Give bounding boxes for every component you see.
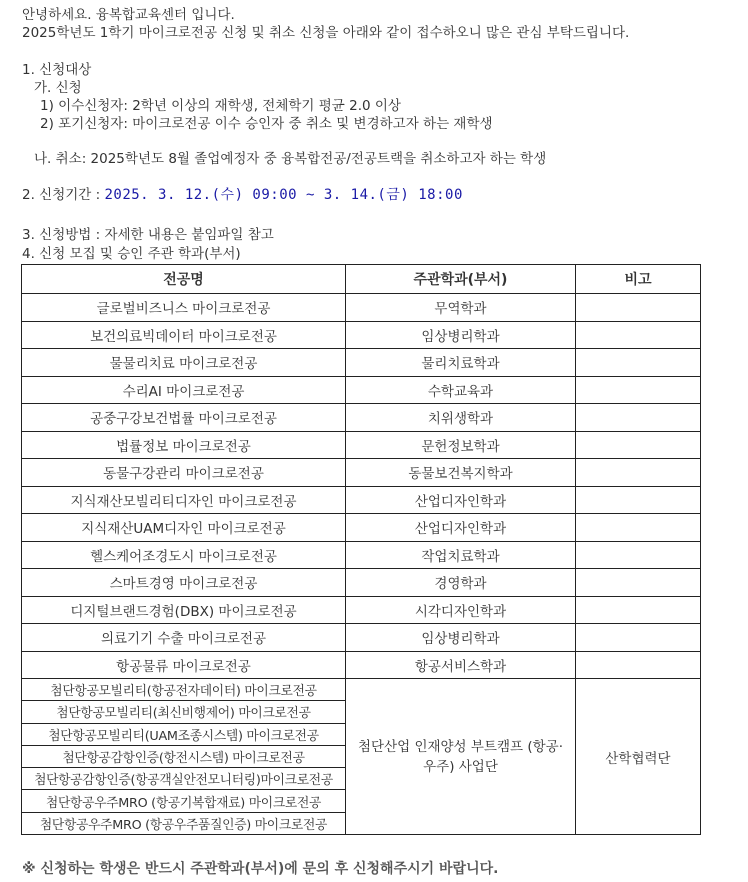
section1-item1: 1) 이수신청자: 2학년 이상의 재학생, 전체학기 평균 2.0 이상: [40, 98, 401, 114]
cell-note: [576, 541, 701, 569]
cell-dept: 산업디자인학과: [346, 486, 576, 514]
cell-major: 첨단항공모빌리티(최신비행제어) 마이크로전공: [22, 701, 346, 723]
intro-message: 2025학년도 1학기 마이크로전공 신청 및 취소 신청을 아래와 같이 접수하오니 많은 관심 부탁드립니다.: [22, 25, 630, 41]
header-note: 비고: [576, 265, 701, 294]
cell-major: 첨단항공감항인증(항전시스템) 마이크로전공: [22, 745, 346, 767]
cell-major: 동물구강관리 마이크로전공: [22, 459, 346, 487]
cell-note: [576, 294, 701, 322]
cell-major: 의료기기 수출 마이크로전공: [22, 624, 346, 652]
cell-dept: 임상병리학과: [346, 321, 576, 349]
footer-note: ※ 신청하는 학생은 반드시 주관학과(부서)에 문의 후 신청해주시기 바랍니다.: [22, 861, 499, 877]
table-row: [22, 514, 701, 542]
cell-major: 항공물류 마이크로전공: [22, 651, 346, 679]
table-row: [22, 541, 701, 569]
cell-dept: 항공서비스학과: [346, 651, 576, 679]
cell-note: [576, 486, 701, 514]
table-row: [22, 376, 701, 404]
section4: 4. 신청 모집 및 승인 주관 학과(부서): [22, 246, 241, 262]
cell-note: [576, 404, 701, 432]
cell-dept: 문헌정보학과: [346, 431, 576, 459]
cell-major: 물물리치료 마이크로전공: [22, 349, 346, 377]
application-period: 2025. 3. 12.(수) 09:00 ~ 3. 14.(금) 18:00: [104, 187, 463, 203]
table-row: [22, 651, 701, 679]
cell-dept: 시각디자인학과: [346, 596, 576, 624]
cell-major: 첨단항공감항인증(항공객실안전모니터링)마이크로전공: [22, 768, 346, 790]
cell-note: [576, 431, 701, 459]
cell-note: [576, 349, 701, 377]
table-row: [22, 431, 701, 459]
section1-sub-a: 가. 신청: [34, 80, 82, 96]
cell-dept: 수학교육과: [346, 376, 576, 404]
cell-dept: 물리치료학과: [346, 349, 576, 377]
cell-major: 법률정보 마이크로전공: [22, 431, 346, 459]
cell-note: [576, 596, 701, 624]
cell-dept: 임상병리학과: [346, 624, 576, 652]
cell-dept: 동물보건복지학과: [346, 459, 576, 487]
cell-major: 첨단항공모빌리티(항공전자데이터) 마이크로전공: [22, 679, 346, 701]
greeting: 안녕하세요. 융복합교육센터 입니다.: [22, 7, 235, 23]
cell-note: [576, 624, 701, 652]
table-row: [22, 569, 701, 597]
cell-note: [576, 569, 701, 597]
table-row: [22, 679, 701, 701]
cell-note: 산학협력단: [576, 679, 701, 835]
section1-title: 1. 신청대상: [22, 62, 92, 78]
cell-major: 헬스케어조경도시 마이크로전공: [22, 541, 346, 569]
header-dept: 주관학과(부서): [346, 265, 576, 294]
cell-dept: 작업치료학과: [346, 541, 576, 569]
cell-major: 첨단항공모빌리티(UAM조종시스템) 마이크로전공: [22, 723, 346, 745]
cell-note: [576, 514, 701, 542]
cell-major: 디지털브랜드경험(DBX) 마이크로전공: [22, 596, 346, 624]
cell-major: 지식재산모빌리티디자인 마이크로전공: [22, 486, 346, 514]
cell-dept: 첨단산업 인재양성 부트캠프 (항공·우주) 사업단: [346, 679, 576, 835]
cell-major: 스마트경영 마이크로전공: [22, 569, 346, 597]
cell-major: 첨단항공우주MRO (항공기복합재료) 마이크로전공: [22, 790, 346, 812]
table-row: [22, 624, 701, 652]
cell-note: [576, 321, 701, 349]
section3: 3. 신청방법 : 자세한 내용은 붙임파일 참고: [22, 227, 274, 243]
section2: [22, 186, 463, 204]
section2-label: 2. 신청기간 :: [22, 187, 105, 203]
cell-dept: 치위생학과: [346, 404, 576, 432]
cell-major: 공중구강보건법률 마이크로전공: [22, 404, 346, 432]
cell-major: 첨단항공우주MRO (항공우주품질인증) 마이크로전공: [22, 812, 346, 834]
table-row: [22, 321, 701, 349]
cell-dept: 경영학과: [346, 569, 576, 597]
table-row: [22, 459, 701, 487]
table-row: [22, 486, 701, 514]
cell-major: 글로벌비즈니스 마이크로전공: [22, 294, 346, 322]
table-row: [22, 404, 701, 432]
cell-note: [576, 376, 701, 404]
cell-major: 보건의료빅데이터 마이크로전공: [22, 321, 346, 349]
table-row: [22, 294, 701, 322]
section1-sub-b: 나. 취소: 2025학년도 8월 졸업예정자 중 융복합전공/전공트랙을 취소하고자 하는 학생: [34, 151, 547, 167]
section1-item2: 2) 포기신청자: 마이크로전공 이수 승인자 중 취소 및 변경하고자 하는 재학생: [40, 116, 493, 132]
cell-dept: 산업디자인학과: [346, 514, 576, 542]
micro-major-table: [21, 264, 701, 835]
table-row: [22, 596, 701, 624]
cell-dept: 무역학과: [346, 294, 576, 322]
table-row: [22, 349, 701, 377]
cell-major: 수리AI 마이크로전공: [22, 376, 346, 404]
header-major: 전공명: [22, 265, 346, 294]
cell-note: [576, 459, 701, 487]
cell-note: [576, 651, 701, 679]
cell-major: 지식재산UAM디자인 마이크로전공: [22, 514, 346, 542]
